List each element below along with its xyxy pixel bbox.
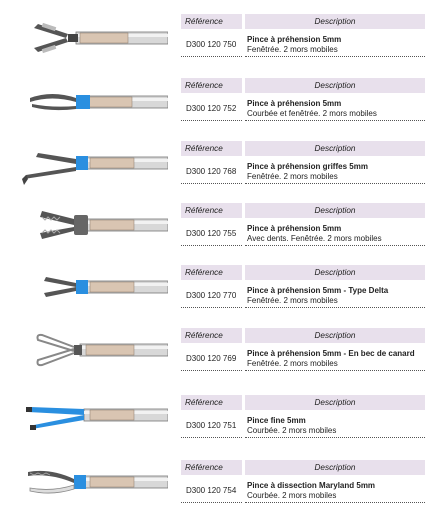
reference-header: Référence: [181, 141, 242, 156]
product-title: Pince à préhension 5mm: [247, 99, 342, 108]
description-header: Description: [245, 14, 425, 29]
toothed-grasper-icon: [18, 201, 168, 257]
description-header: Description: [245, 460, 425, 475]
product-subtitle: Courbée et fenêtrée. 2 mors mobiles: [247, 109, 377, 118]
fenestrated-grasper-icon: [18, 12, 168, 68]
curved-fenestrated-grasper-icon: [18, 76, 168, 132]
reference-code: D300 120 755: [181, 222, 242, 246]
reference-header: Référence: [181, 395, 242, 410]
reference-code: D300 120 770: [181, 284, 242, 308]
description-header: Description: [245, 395, 425, 410]
reference-header: Référence: [181, 78, 242, 93]
product-entry: [0, 76, 436, 134]
delta-grasper-icon: [18, 263, 168, 319]
claw-grasper-icon: [18, 139, 168, 195]
reference-code: D300 120 768: [181, 160, 242, 184]
product-entry: [0, 139, 436, 197]
product-title: Pince fine 5mm: [247, 416, 306, 425]
maryland-dissector-icon: [18, 458, 168, 514]
description-header: Description: [245, 328, 425, 343]
reference-code: D300 120 769: [181, 347, 242, 371]
product-subtitle: Fenêtrée. 2 mors mobiles: [247, 45, 338, 54]
reference-header: Référence: [181, 265, 242, 280]
fine-forceps-icon: [18, 393, 168, 449]
product-entry: [0, 393, 436, 451]
reference-code: D300 120 752: [181, 97, 242, 121]
product-title: Pince à préhension 5mm: [247, 35, 342, 44]
reference-code: D300 120 754: [181, 479, 242, 503]
description-header: Description: [245, 203, 425, 218]
product-subtitle: Fenêtrée. 2 mors mobiles: [247, 296, 338, 305]
duckbill-grasper-icon: [18, 326, 168, 382]
product-entry: [0, 458, 436, 516]
reference-header: Référence: [181, 14, 242, 29]
reference-code: D300 120 750: [181, 33, 242, 57]
reference-header: Référence: [181, 328, 242, 343]
product-entry: [0, 263, 436, 321]
reference-header: Référence: [181, 203, 242, 218]
description-header: Description: [245, 78, 425, 93]
product-title: Pince à préhension 5mm - Type Delta: [247, 286, 389, 295]
product-subtitle: Courbée. 2 mors mobiles: [247, 491, 337, 500]
product-subtitle: Avec dents. Fenêtrée. 2 mors mobiles: [247, 234, 382, 243]
product-subtitle: Fenêtrée. 2 mors mobiles: [247, 172, 338, 181]
description-header: Description: [245, 265, 425, 280]
product-subtitle: Fenêtrée. 2 mors mobiles: [247, 359, 338, 368]
product-title: Pince à dissection Maryland 5mm: [247, 481, 376, 490]
product-entry: [0, 201, 436, 259]
description-header: Description: [245, 141, 425, 156]
product-entry: [0, 326, 436, 384]
reference-code: D300 120 751: [181, 414, 242, 438]
product-title: Pince à préhension 5mm - En bec de canard: [247, 349, 415, 358]
product-entry: [0, 12, 436, 70]
reference-header: Référence: [181, 460, 242, 475]
product-subtitle: Courbée. 2 mors mobiles: [247, 426, 337, 435]
product-title: Pince à préhension griffes 5mm: [247, 162, 368, 171]
product-title: Pince à préhension 5mm: [247, 224, 342, 233]
